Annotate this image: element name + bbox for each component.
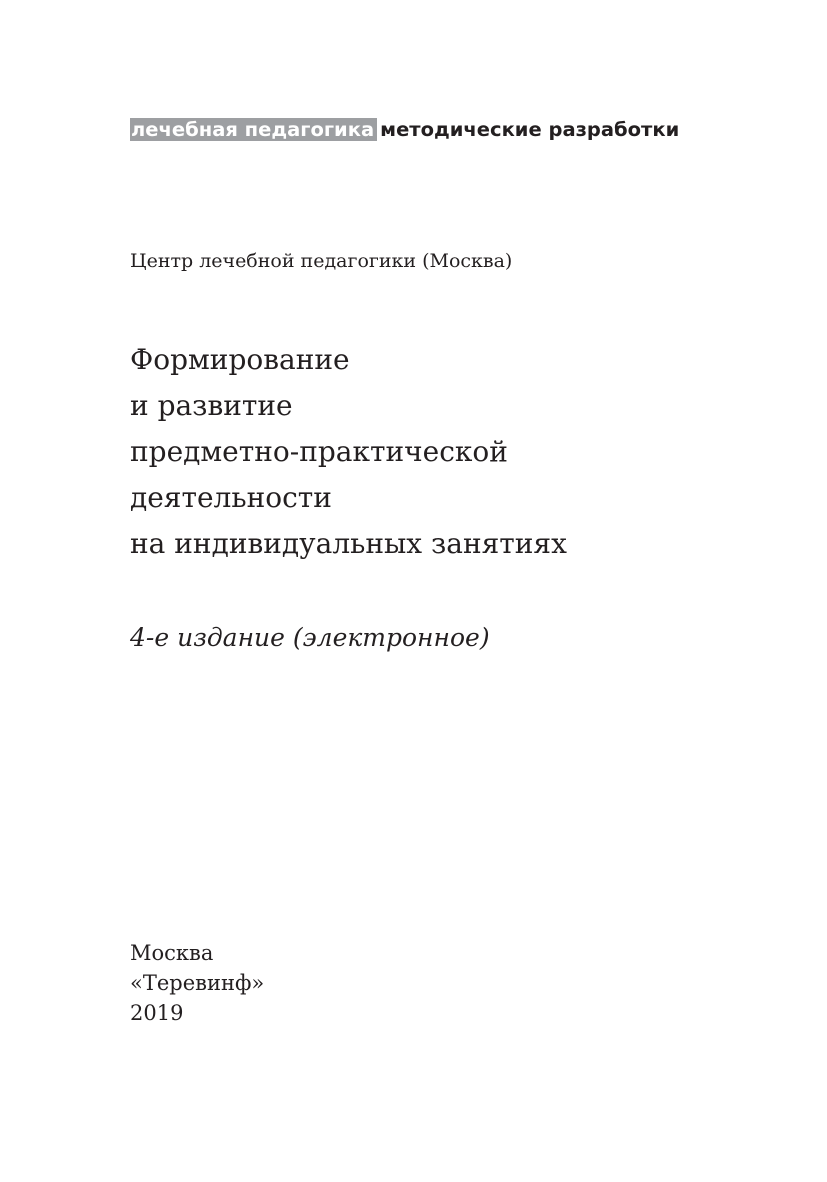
title-line: деятельности (130, 481, 332, 514)
imprint-year: 2019 (130, 1001, 184, 1025)
title-line: на индивидуальных занятиях (130, 527, 567, 560)
title-line: предметно-практической (130, 435, 508, 468)
title-line: и развитие (130, 389, 293, 422)
series-tag: лечебная педагогика (130, 118, 377, 141)
series-header (130, 118, 679, 142)
author-organization: Центр лечебной педагогики (Москва) (130, 250, 513, 272)
imprint-publisher: «Теревинф» (130, 971, 265, 995)
imprint (130, 938, 264, 1028)
imprint-city: Москва (130, 941, 214, 965)
title-line: Формирование (130, 343, 350, 376)
book-title (130, 337, 567, 567)
edition-note: 4-е издание (электронное) (130, 623, 490, 652)
series-name: методические разработки (380, 118, 680, 141)
